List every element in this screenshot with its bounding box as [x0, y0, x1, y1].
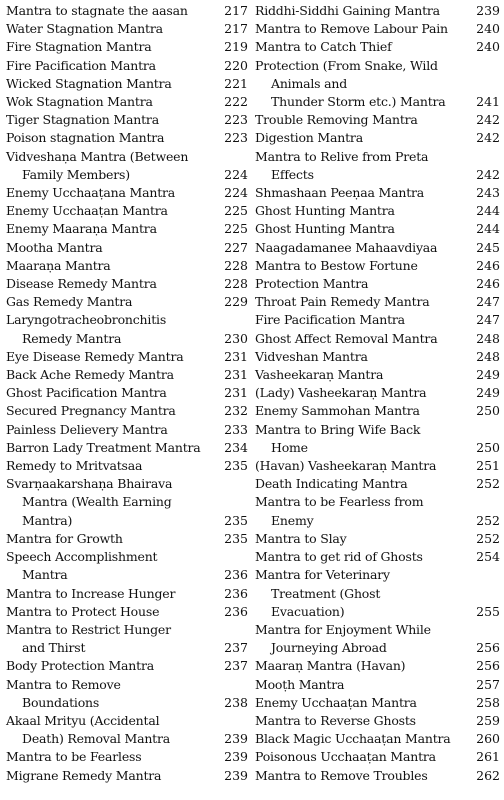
entry-title-line: Mantra [22, 567, 68, 583]
entry-title-line: Mantra to Slay [255, 530, 347, 546]
entry-page-number: 236 [224, 603, 248, 619]
index-entry [255, 767, 500, 785]
entry-page-number: 244 [476, 203, 500, 219]
entry-page-number: 239 [224, 749, 248, 765]
entry-page-number: 234 [224, 439, 248, 455]
entry-title [255, 475, 470, 493]
entry-title [255, 239, 470, 257]
entry-title [255, 275, 470, 293]
entry-title-line: Laryngotracheobronchitis [6, 312, 167, 328]
entry-page-number: 217 [224, 21, 248, 37]
entry-title [255, 257, 470, 275]
entry-page-number: 222 [224, 94, 248, 110]
entry-page-number: 248 [476, 330, 500, 346]
entry-title-line: Mantra to Reverse Ghosts [255, 712, 416, 728]
entry-title-line: Svarṇaakarshaṇa Bhairava [6, 476, 173, 492]
entry-page-number: 229 [224, 294, 248, 310]
index-entry [6, 293, 248, 311]
index-entry [255, 20, 500, 38]
entry-title [6, 311, 222, 347]
entry-page-number: 259 [476, 712, 500, 728]
index-entry [6, 457, 248, 475]
index-entry [6, 275, 248, 293]
entry-title-line: Enemy Ucchaaṭana Mantra [6, 185, 176, 201]
index-entry [255, 621, 500, 657]
index-entry [255, 220, 500, 238]
entry-page-number: 242 [476, 166, 500, 182]
entry-page-number: 244 [476, 221, 500, 237]
entry-page-number: 224 [224, 185, 248, 201]
index-entry [255, 311, 500, 329]
entry-page-number: 249 [476, 367, 500, 383]
index-entry [6, 220, 248, 238]
entry-title [255, 748, 470, 766]
entry-title-line: Death) Removal Mantra [22, 731, 171, 747]
index-entry [6, 748, 248, 766]
index-entry [255, 712, 500, 730]
entry-title [6, 239, 222, 257]
entry-title [6, 348, 222, 366]
entry-title [255, 330, 470, 348]
entry-title-line: Poisonous Ucchaaṭan Mantra [255, 749, 436, 765]
entry-title-line: Gas Remedy Mantra [6, 294, 133, 310]
entry-title-line: Barron Lady Treatment Mantra [6, 439, 201, 455]
entry-title-line: Fire Pacification Mantra [6, 57, 156, 73]
index-entry [6, 585, 248, 603]
entry-title-line: Ghost Hunting Mantra [255, 203, 395, 219]
index-entry [255, 730, 500, 748]
index-entry [255, 421, 500, 457]
entry-title-line: Speech Accomplishment [6, 549, 158, 565]
entry-title [255, 129, 470, 147]
entry-title-line: Body Protection Mantra [6, 658, 155, 674]
entry-title-line: (Havan) Vasheekaraṇ Mantra [255, 458, 437, 474]
entry-title [6, 767, 222, 785]
entry-title-line: Mantra for Growth [6, 530, 123, 546]
entry-page-number: 239 [476, 3, 500, 18]
entry-title-line: Mantra to stagnate the aasan [6, 3, 188, 18]
entry-page-number: 240 [476, 39, 500, 55]
entry-title-line: Mantra to get rid of Ghosts [255, 549, 423, 565]
entry-page-number: 261 [476, 749, 500, 765]
index-entry [255, 475, 500, 493]
entry-title [255, 530, 470, 548]
entry-title [6, 75, 222, 93]
entry-page-number: 257 [476, 676, 500, 692]
entry-title [6, 111, 222, 129]
entry-page-number: 241 [476, 94, 500, 110]
entry-page-number: 256 [476, 658, 500, 674]
entry-title-line: Animals and [271, 75, 348, 91]
entry-page-number: 248 [476, 348, 500, 364]
index-entry [255, 257, 500, 275]
index-entry [6, 57, 248, 75]
entry-title-line: and Thirst [22, 640, 86, 656]
entry-page-number: 239 [224, 767, 248, 783]
entry-page-number: 250 [476, 439, 500, 455]
index-entry [6, 402, 248, 420]
entry-title-line: Naagadamanee Mahaavdiyaa [255, 239, 438, 255]
index-entry [255, 330, 500, 348]
index-entry [6, 439, 248, 457]
index-entry [255, 457, 500, 475]
entry-title [255, 184, 470, 202]
index-entry [6, 38, 248, 56]
entry-page-number: 236 [224, 585, 248, 601]
entry-title-line: Mantra to Restrict Hunger [6, 621, 171, 637]
entry-title [255, 111, 470, 129]
index-entry [255, 566, 500, 621]
index-entry [255, 548, 500, 566]
entry-title [6, 202, 222, 220]
entry-title-line: Enemy Ucchaaṭan Mantra [255, 694, 417, 710]
entry-title [6, 402, 222, 420]
index-entry [255, 239, 500, 257]
entry-page-number: 231 [224, 367, 248, 383]
entry-page-number: 223 [224, 130, 248, 146]
entry-title [255, 566, 470, 621]
entry-page-number: 217 [224, 3, 248, 18]
entry-title-line: Fire Pacification Mantra [255, 312, 405, 328]
entry-page-number: 252 [476, 512, 500, 528]
entry-page-number: 262 [476, 767, 500, 783]
entry-title-line: Boundations [22, 694, 100, 710]
entry-title [6, 220, 222, 238]
entry-title [6, 57, 222, 75]
entry-page-number: 251 [476, 458, 500, 474]
index-entry [6, 184, 248, 202]
index-entry [6, 676, 248, 712]
entry-title-line: Shmashaan Peeṇaa Mantra [255, 185, 425, 201]
entry-page-number: 232 [224, 403, 248, 419]
entry-title [6, 20, 222, 38]
entry-title-line: Painless Delievery Mantra [6, 421, 168, 437]
entry-title-line: Mantra for Veterinary [255, 567, 390, 583]
index-entry [255, 694, 500, 712]
entry-title [255, 148, 470, 184]
entry-title [6, 621, 222, 657]
entry-title-line: Tiger Stagnation Mantra [6, 112, 159, 128]
index-entry [255, 129, 500, 147]
entry-title [255, 38, 470, 56]
entry-page-number: 237 [224, 640, 248, 656]
entry-title-line: Trouble Removing Mantra [255, 112, 418, 128]
index-entry [255, 366, 500, 384]
entry-title [255, 694, 470, 712]
entry-page-number: 225 [224, 221, 248, 237]
index-entry [6, 366, 248, 384]
entry-title-line: Mantra to Bring Wife Back [255, 421, 421, 437]
entry-title-line: Enemy Ucchaaṭan Mantra [6, 203, 168, 219]
index-entry [255, 57, 500, 112]
index-entry [255, 275, 500, 293]
index-entry [6, 20, 248, 38]
entry-title-line: Remedy to Mritvatsaa [6, 458, 143, 474]
entry-title [6, 38, 222, 56]
entry-title-line: Ghost Pacification Mantra [6, 385, 167, 401]
entry-title-line: Mooṭh Mantra [255, 676, 345, 692]
index-entry [255, 111, 500, 129]
entry-title-line: Mantra to Remove Troubles [255, 767, 428, 783]
entry-page-number: 231 [224, 385, 248, 401]
index-entry [6, 621, 248, 657]
entry-page-number: 238 [224, 694, 248, 710]
index-entry [6, 148, 248, 184]
entry-title [255, 657, 470, 675]
entry-title [6, 293, 222, 311]
entry-title-line: Vidveshaṇa Mantra (Between [6, 148, 189, 164]
entry-page-number: 256 [476, 640, 500, 656]
entry-title [255, 20, 470, 38]
entry-title [255, 767, 470, 785]
entry-page-number: 249 [476, 385, 500, 401]
entry-title-line: Protection Mantra [255, 276, 369, 292]
index-entry [6, 530, 248, 548]
entry-title-line: Family Members) [22, 166, 130, 182]
entry-page-number: 252 [476, 530, 500, 546]
entry-title-line: Ghost Hunting Mantra [255, 221, 395, 237]
entry-title-line: Poison stagnation Mantra [6, 130, 165, 146]
index-entry [6, 75, 248, 93]
entry-title [255, 293, 470, 311]
entry-title [6, 257, 222, 275]
entry-page-number: 239 [224, 731, 248, 747]
entry-title [255, 457, 470, 475]
index-entry [255, 184, 500, 202]
index-entry [255, 148, 500, 184]
entry-title [255, 548, 470, 566]
index-entry [6, 257, 248, 275]
entry-page-number: 231 [224, 348, 248, 364]
entry-page-number: 258 [476, 694, 500, 710]
entry-page-number: 247 [476, 294, 500, 310]
entry-page-number: 260 [476, 731, 500, 747]
entry-title [6, 366, 222, 384]
index-entry [6, 93, 248, 111]
entry-title-line: Water Stagnation Mantra [6, 21, 163, 37]
entry-title [6, 384, 222, 402]
entry-page-number: 235 [224, 512, 248, 528]
entry-title-line: Throat Pain Remedy Mantra [255, 294, 430, 310]
entry-title-line: Mantra to Protect House [6, 603, 160, 619]
entry-title-line: Home [271, 439, 308, 455]
entry-title-line: Treatment (Ghost [271, 585, 381, 601]
entry-title [255, 493, 470, 529]
entry-page-number: 233 [224, 421, 248, 437]
entry-page-number: 228 [224, 276, 248, 292]
entry-page-number: 247 [476, 312, 500, 328]
entry-page-number: 230 [224, 330, 248, 346]
entry-title-line: Riddhi-Siddhi Gaining Mantra [255, 3, 440, 18]
entry-title-line: Thunder Storm etc.) Mantra [271, 94, 446, 110]
entry-page-number: 242 [476, 112, 500, 128]
entry-title-line: Mantra) [22, 512, 73, 528]
entry-page-number: 240 [476, 21, 500, 37]
entry-title-line: Migrane Remedy Mantra [6, 767, 162, 783]
entry-title [6, 475, 222, 530]
index-entry [6, 311, 248, 347]
entry-title [6, 184, 222, 202]
entry-title [6, 712, 222, 748]
entry-title [255, 402, 470, 420]
entry-title [6, 585, 222, 603]
index-entry [6, 712, 248, 748]
index-entry [255, 2, 500, 20]
entry-page-number: 237 [224, 658, 248, 674]
entry-title-line: Mantra for Enjoyment While [255, 621, 431, 637]
entry-title-line: Mantra to Remove Labour Pain [255, 21, 448, 37]
entry-page-number: 223 [224, 112, 248, 128]
index-entry [255, 202, 500, 220]
entry-title-line: Wok Stagnation Mantra [6, 94, 153, 110]
entry-title [6, 530, 222, 548]
entry-title [6, 457, 222, 475]
entry-page-number: 225 [224, 203, 248, 219]
index-entry [255, 676, 500, 694]
index-column-left [6, 2, 248, 785]
entry-title-line: Death Indicating Mantra [255, 476, 408, 492]
index-entry [6, 603, 248, 621]
entry-title-line: Ghost Affect Removal Mantra [255, 330, 438, 346]
entry-title-line: Protection (From Snake, Wild [255, 57, 438, 73]
entry-title [255, 57, 470, 112]
entry-title-line: Mantra to Increase Hunger [6, 585, 176, 601]
entry-page-number: 246 [476, 276, 500, 292]
entry-page-number: 228 [224, 257, 248, 273]
index-entry [6, 475, 248, 530]
entry-title-line: Enemy Maaraṇa Mantra [6, 221, 157, 237]
entry-page-number: 243 [476, 185, 500, 201]
entry-title [6, 603, 222, 621]
entry-page-number: 246 [476, 257, 500, 273]
entry-title [6, 129, 222, 147]
index-column-right [255, 2, 500, 785]
entry-page-number: 252 [476, 476, 500, 492]
index-entry [6, 129, 248, 147]
entry-title-line: Mantra to Bestow Fortune [255, 257, 418, 273]
entry-page-number: 250 [476, 403, 500, 419]
entry-page-number: 236 [224, 567, 248, 583]
entry-page-number: 219 [224, 39, 248, 55]
entry-title-line: Enemy Sammohan Mantra [255, 403, 420, 419]
entry-page-number: 242 [476, 130, 500, 146]
entry-title-line: Effects [271, 166, 314, 182]
entry-title-line: Vasheekaraṇ Mantra [255, 367, 384, 383]
entry-title [6, 676, 222, 712]
entry-title-line: Maaraṇa Mantra [6, 257, 111, 273]
entry-title [255, 730, 470, 748]
entry-title-line: Wicked Stagnation Mantra [6, 75, 172, 91]
entry-title-line: Mantra to Relive from Preta [255, 148, 429, 164]
index-entry [255, 348, 500, 366]
entry-title-line: Mootha Mantra [6, 239, 103, 255]
entry-title [6, 748, 222, 766]
entry-title-line: Evacuation) [271, 603, 345, 619]
entry-title-line: Maaraṇ Mantra (Havan) [255, 658, 406, 674]
entry-title [6, 275, 222, 293]
index-entry [6, 239, 248, 257]
index-entry [6, 421, 248, 439]
index-entry [6, 348, 248, 366]
entry-title [6, 548, 222, 584]
entry-title-line: Enemy [271, 512, 314, 528]
index-entry [255, 402, 500, 420]
entry-page-number: 227 [224, 239, 248, 255]
entry-title-line: (Lady) Vasheekaraṇ Mantra [255, 385, 427, 401]
entry-title [6, 93, 222, 111]
entry-title [255, 202, 470, 220]
entry-title [255, 384, 470, 402]
entry-title-line: Eye Disease Remedy Mantra [6, 348, 184, 364]
entry-title-line: Black Magic Ucchaaṭan Mantra [255, 731, 451, 747]
entry-title-line: Back Ache Remedy Mantra [6, 367, 174, 383]
entry-title-line: Digestion Mantra [255, 130, 363, 146]
entry-title-line: Akaal Mrityu (Accidental [6, 712, 160, 728]
entry-title-line: Journeying Abroad [271, 640, 387, 656]
index-entry [6, 111, 248, 129]
index-entry [6, 384, 248, 402]
entry-title [255, 220, 470, 238]
index-entry [6, 2, 248, 20]
entry-title [255, 676, 470, 694]
entry-page-number: 221 [224, 75, 248, 91]
entry-title-line: Mantra to be Fearless from [255, 494, 424, 510]
entry-page-number: 245 [476, 239, 500, 255]
entry-title-line: Mantra to be Fearless [6, 749, 142, 765]
entry-page-number: 254 [476, 549, 500, 565]
entry-page-number: 235 [224, 458, 248, 474]
entry-title [255, 311, 470, 329]
entry-page-number: 235 [224, 530, 248, 546]
entry-page-number: 220 [224, 57, 248, 73]
index-entry [6, 767, 248, 785]
entry-page-number: 255 [476, 603, 500, 619]
entry-title-line: Disease Remedy Mantra [6, 276, 157, 292]
entry-title [255, 2, 470, 20]
index-entry [6, 657, 248, 675]
entry-title [255, 621, 470, 657]
entry-title [6, 657, 222, 675]
index-entry [6, 202, 248, 220]
index-entry [255, 748, 500, 766]
index-entry [255, 38, 500, 56]
entry-title [6, 148, 222, 184]
entry-title-line: Secured Pregnancy Mantra [6, 403, 176, 419]
entry-title [255, 366, 470, 384]
index-entry [255, 530, 500, 548]
index-entry [255, 293, 500, 311]
entry-title [255, 712, 470, 730]
index-entry [255, 384, 500, 402]
entry-title-line: Remedy Mantra [22, 330, 122, 346]
entry-title [6, 421, 222, 439]
index-entry [6, 548, 248, 584]
entry-title [255, 348, 470, 366]
entry-title-line: Mantra to Catch Thief [255, 39, 392, 55]
entry-title-line: Mantra to Remove [6, 676, 121, 692]
entry-title-line: Mantra (Wealth Earning [22, 494, 172, 510]
index-entry [255, 493, 500, 529]
entry-title-line: Vidveshan Mantra [255, 348, 368, 364]
entry-title [6, 439, 222, 457]
index-entry [255, 657, 500, 675]
entry-title [6, 2, 222, 20]
entry-title [255, 421, 470, 457]
entry-title-line: Fire Stagnation Mantra [6, 39, 152, 55]
entry-page-number: 224 [224, 166, 248, 182]
